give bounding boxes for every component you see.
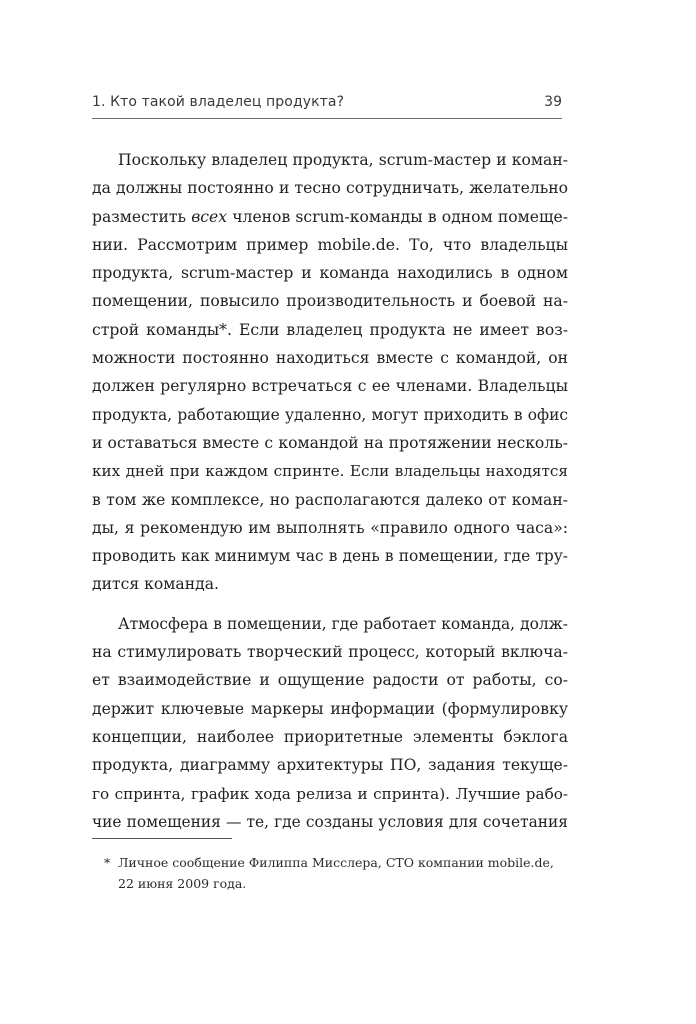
text-line: ких дней при каждом спринте. Если владельцы находятся <box>92 462 568 481</box>
text-line: дится команда. <box>92 575 219 594</box>
footnote <box>104 852 564 894</box>
chapter-title: 1. Кто такой владелец продукта? <box>92 94 345 110</box>
footnote-text: Личное сообщение Филиппа Мисслера, CTO компании mobile.de, <box>118 855 554 870</box>
footnote-line: 22 июня 2009 года. <box>118 876 247 891</box>
running-header <box>92 94 562 119</box>
text-line: разместить всех членов scrum-команды в одном помеще- <box>92 207 569 226</box>
text-line: на стимулировать творческий процесс, который включа- <box>92 643 568 662</box>
body-text <box>92 146 568 836</box>
text-line: помещении, повысило производительность и боевой на- <box>92 292 568 311</box>
text-line: да должны постоянно и тесно сотрудничать, желательно <box>92 179 568 198</box>
text-line: и оставаться вместе с командой на протяжении несколь- <box>92 433 568 452</box>
text-line: можности постоянно находиться вместе с командой, он <box>92 349 568 368</box>
text-line: продукта, scrum-мастер и команда находились в одном <box>92 264 568 283</box>
text-line: держит ключевые маркеры информации (формулировку <box>92 699 568 718</box>
text-line: в том же комплексе, но располагаются далеко от коман- <box>92 490 568 509</box>
footnote-line <box>104 852 564 873</box>
page-number: 39 <box>544 94 562 110</box>
paragraph-gap <box>92 599 568 610</box>
text-line: го спринта, график хода релиза и спринта). Лучшие рабо- <box>92 784 568 803</box>
text-line: ет взаимодействие и ощущение радости от работы, со- <box>92 671 568 690</box>
emphasis: всех <box>191 207 228 226</box>
text-line: концепции, наиболее приоритетные элементы бэклога <box>92 727 568 746</box>
footnote-mark: * <box>104 855 111 870</box>
text-line: нии. Рассмотрим пример mobile.de. То, что владельцы <box>92 235 568 254</box>
footnote-divider <box>92 838 232 839</box>
text-line: должен регулярно встречаться с ее членами. Владельцы <box>92 377 568 396</box>
text-line: ды, я рекомендую им выполнять «правило одного часа»: <box>92 518 568 537</box>
text-line: чие помещения — те, где созданы условия для сочетания <box>92 812 568 831</box>
text-line: продукта, диаграмму архитектуры ПО, задания текуще- <box>92 756 568 775</box>
text-line: Поскольку владелец продукта, scrum-мастер и коман- <box>118 151 568 169</box>
text-line: продукта, работающие удаленно, могут приходить в офис <box>92 405 568 424</box>
text-line: Атмосфера в помещении, где работает команда, долж- <box>118 614 568 633</box>
text-line: проводить как минимум час в день в помещении, где тру- <box>92 547 568 566</box>
text-line: строй команды*. Если владелец продукта не имеет воз- <box>92 320 568 339</box>
